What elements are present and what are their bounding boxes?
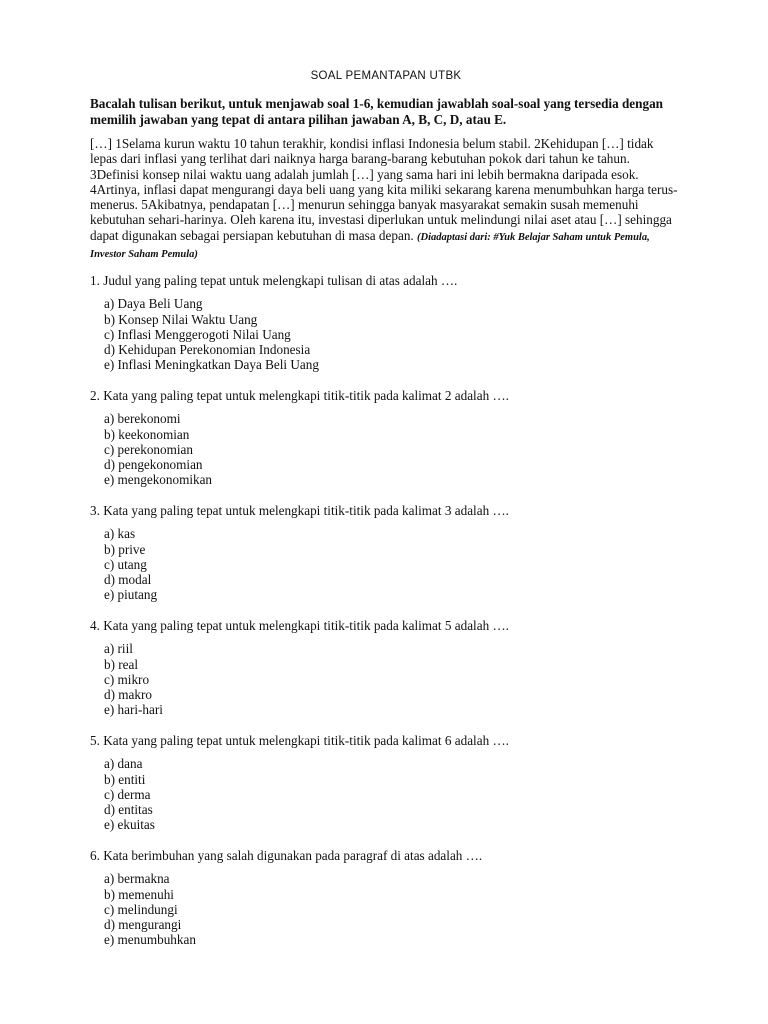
option-b: b) keekonomian [104,426,190,442]
option-c: c) perekonomian [104,441,193,457]
option-list [104,641,682,717]
option-b: b) Konsep Nilai Waktu Uang [104,311,258,327]
passage-text: […] 1Selama kurun waktu 10 tahun terakhir, kondisi inflasi Indonesia belum stabil. 2Kehidupan […] tidak lepas dari inflasi yang terlihat dari naiknya harga barang-barang kebutuhan pokok dari tahun ke tahun. 3Definisi konsep nilai waktu uang adalah jumlah […] yang sama hari ini lebih bermakna daripada esok. 4Artinya, inflasi dapat mengurangi daya beli uang yang kita miliki sekarang karena menumbuhkan harga terus-menerus. 5Akibatnya, pendapatan […] menurun sehingga banyak masyarakat semakin susah memenuhi kebutuhan sehari-harinya. Oleh karena itu, investasi diperlukan untuk melindungi nilai aset atau […] sehingga dapat digunakan sebagai persiapan kebutuhan di masa depan. [90,136,678,243]
option-e: e) ekuitas [104,817,155,833]
option-b: b) memenuhi [104,886,174,902]
option-a: a) Daya Beli Uang [104,296,203,312]
option-d: d) mengurangi [104,917,182,933]
option-d: d) makro [104,687,152,703]
option-d: d) modal [104,572,152,588]
question-1 [90,273,682,372]
question-list [90,273,682,947]
option-b: b) real [104,656,139,672]
option-a: a) kas [104,526,136,542]
option-c: c) mikro [104,671,150,687]
question-stem: 1. Judul yang paling tepat untuk melengkapi tulisan di atas adalah …. [90,273,458,289]
question-5 [90,733,682,832]
option-e: e) piutang [104,587,158,603]
option-e: e) Inflasi Meningkatkan Daya Beli Uang [104,357,319,373]
option-d: d) pengekonomian [104,457,203,472]
option-c: c) derma [104,786,151,802]
question-3 [90,503,682,602]
question-stem: 6. Kata berimbuhan yang salah digunakan pada paragraf di atas adalah …. [90,848,483,864]
option-a: a) bermakna [104,871,170,887]
option-e: e) menumbuhkan [104,932,196,948]
passage-source: (Diadaptasi dari: #Yuk Belajar Saham untuk Pemula, Investor Saham Pemula) [90,231,650,261]
option-list [104,296,682,372]
reading-passage [90,136,682,262]
document-title: SOAL PEMANTAPAN UTBK [310,70,462,82]
option-list [104,411,682,487]
question-stem: 3. Kata yang paling tepat untuk melengkapi titik-titik pada kalimat 3 adalah …. [90,503,509,519]
question-4 [90,618,682,717]
option-list [104,526,682,602]
option-d: d) Kehidupan Perekonomian Indonesia [104,341,311,357]
option-d: d) entitas [104,802,153,818]
option-list [104,871,682,947]
option-b: b) entiti [104,771,146,787]
option-e: e) hari-hari [104,702,163,718]
option-list [104,756,682,832]
instruction-text: Bacalah tulisan berikut, untuk menjawab soal 1-6, kemudian jawablah soal-soal yang tersedia dengan memilih jawaban yang tepat di antara pilihan jawaban A, B, C, D, atau E. [90,96,664,127]
option-a: a) dana [104,756,143,772]
question-stem: 5. Kata yang paling tepat untuk melengkapi titik-titik pada kalimat 6 adalah …. [90,733,509,749]
document-page [90,70,682,963]
question-stem: 4. Kata yang paling tepat untuk melengkapi titik-titik pada kalimat 5 adalah …. [90,618,509,634]
question-stem: 2. Kata yang paling tepat untuk melengkapi titik-titik pada kalimat 2 adalah …. [90,388,509,404]
option-e: e) mengekonomikan [104,472,213,488]
question-6 [90,848,682,947]
option-c: c) Inflasi Menggerogoti Nilai Uang [104,326,291,342]
option-c: c) melindungi [104,901,178,917]
option-a: a) berekonomi [104,411,181,427]
question-2 [90,388,682,487]
option-b: b) prive [104,541,146,557]
option-c: c) utang [104,556,147,572]
option-a: a) riil [104,641,133,657]
